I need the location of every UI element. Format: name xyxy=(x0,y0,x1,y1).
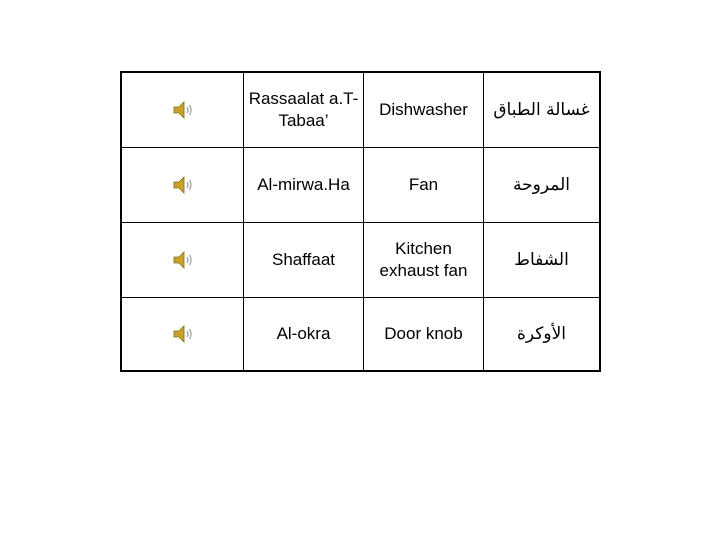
transliteration-cell xyxy=(244,223,364,298)
english-cell xyxy=(364,148,484,223)
transliteration-cell xyxy=(244,148,364,223)
transliteration-text: Rassaalat a.T-Tabaa’ xyxy=(248,88,359,130)
english-cell xyxy=(364,298,484,370)
arabic-text: الأوكرة xyxy=(517,323,567,344)
transliteration-cell xyxy=(244,73,364,148)
english-text: Dishwasher xyxy=(379,99,468,119)
speaker-icon[interactable] xyxy=(171,173,195,197)
arabic-text: المروحة xyxy=(513,174,570,195)
arabic-text: غسالة الطباق xyxy=(493,99,590,120)
english-cell xyxy=(364,223,484,298)
arabic-cell xyxy=(484,223,599,298)
arabic-text: الشفاط xyxy=(514,249,569,270)
english-text: Door knob xyxy=(384,323,463,343)
arabic-cell xyxy=(484,73,599,148)
transliteration-text: Shaffaat xyxy=(271,249,336,269)
speaker-icon[interactable] xyxy=(171,248,195,272)
vocabulary-table xyxy=(120,71,601,372)
english-text: Fan xyxy=(408,174,439,194)
english-text: Kitchen exhaust fan xyxy=(379,238,468,280)
transliteration-cell xyxy=(244,298,364,370)
speaker-icon[interactable] xyxy=(171,322,195,346)
arabic-cell xyxy=(484,148,599,223)
transliteration-text: Al-mirwa.Ha xyxy=(257,174,350,194)
arabic-cell xyxy=(484,298,599,370)
english-cell xyxy=(364,73,484,148)
audio-cell xyxy=(122,148,244,223)
transliteration-text: Al-okra xyxy=(276,323,331,343)
audio-cell xyxy=(122,298,244,370)
audio-cell xyxy=(122,223,244,298)
audio-cell xyxy=(122,73,244,148)
speaker-icon[interactable] xyxy=(171,98,195,122)
